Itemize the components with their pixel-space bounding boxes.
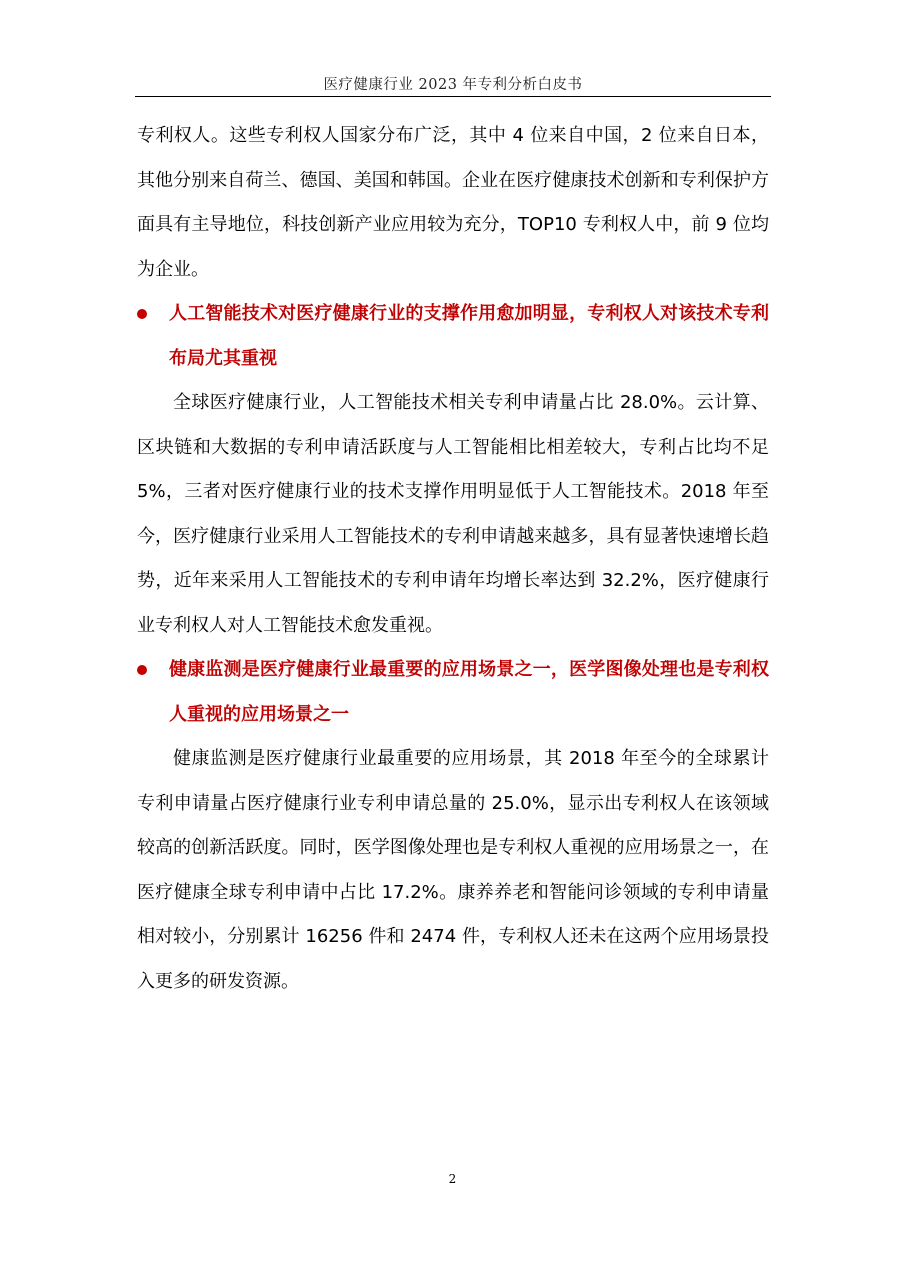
- heading-health-monitoring: 健康监测是医疗健康行业最重要的应用场景之一，医学图像处理也是专利权人重视的应用场景之一: [169, 659, 769, 725]
- header-divider: [135, 96, 771, 97]
- header-title: 医疗健康行业 2023 年专利分析白皮书: [323, 77, 583, 93]
- bullet-heading-health-monitoring: [137, 648, 769, 737]
- heading-ai-support: 人工智能技术对医疗健康行业的支撑作用愈加明显，专利权人对该技术专利布局尤其重视: [169, 303, 769, 369]
- paragraph-continued: 专利权人。这些专利权人国家分布广泛，其中 4 位来自中国，2 位来自日本，其他分别来自荷兰、德国、美国和韩国。企业在医疗健康技术创新和专利保护方面具有主导地位，科技创新产业应用较为充分，TOP10 专利权人中，前 9 位均为企业。: [137, 125, 769, 280]
- paragraph-health-monitoring: 健康监测是医疗健康行业最重要的应用场景，其 2018 年至今的全球累计专利申请量占医疗健康行业专利申请总量的 25.0%，显示出专利权人在该领域较高的创新活跃度。同时，医学图像处理也是专利权人重视的应用场景之一，在医疗健康全球专利申请中占比 17.2%。康养养老和智能问诊领域的专利申请量相对较小，分别累计 16256 件和 2474 件，专利权人还未在这两个应用场景投入更多的研发资源。: [137, 748, 769, 992]
- page-number: 2: [448, 1172, 457, 1186]
- bullet-heading-ai: [137, 292, 769, 381]
- bullet-dot-icon: [137, 665, 147, 675]
- bullet-dot-icon: [137, 309, 147, 319]
- document-body: [137, 114, 769, 1004]
- paragraph-ai: 全球医疗健康行业，人工智能技术相关专利申请量占比 28.0%。云计算、区块链和大数据的专利申请活跃度与人工智能相比相差较大，专利占比均不足 5%，三者对医疗健康行业的技术支撑作用明显低于人工智能技术。2018 年至今，医疗健康行业采用人工智能技术的专利申请越来越多，具有显著快速增长趋势，近年来采用人工智能技术的专利申请年均增长率达到 32.2%，医疗健康行业专利权人对人工智能技术愈发重视。: [137, 392, 769, 636]
